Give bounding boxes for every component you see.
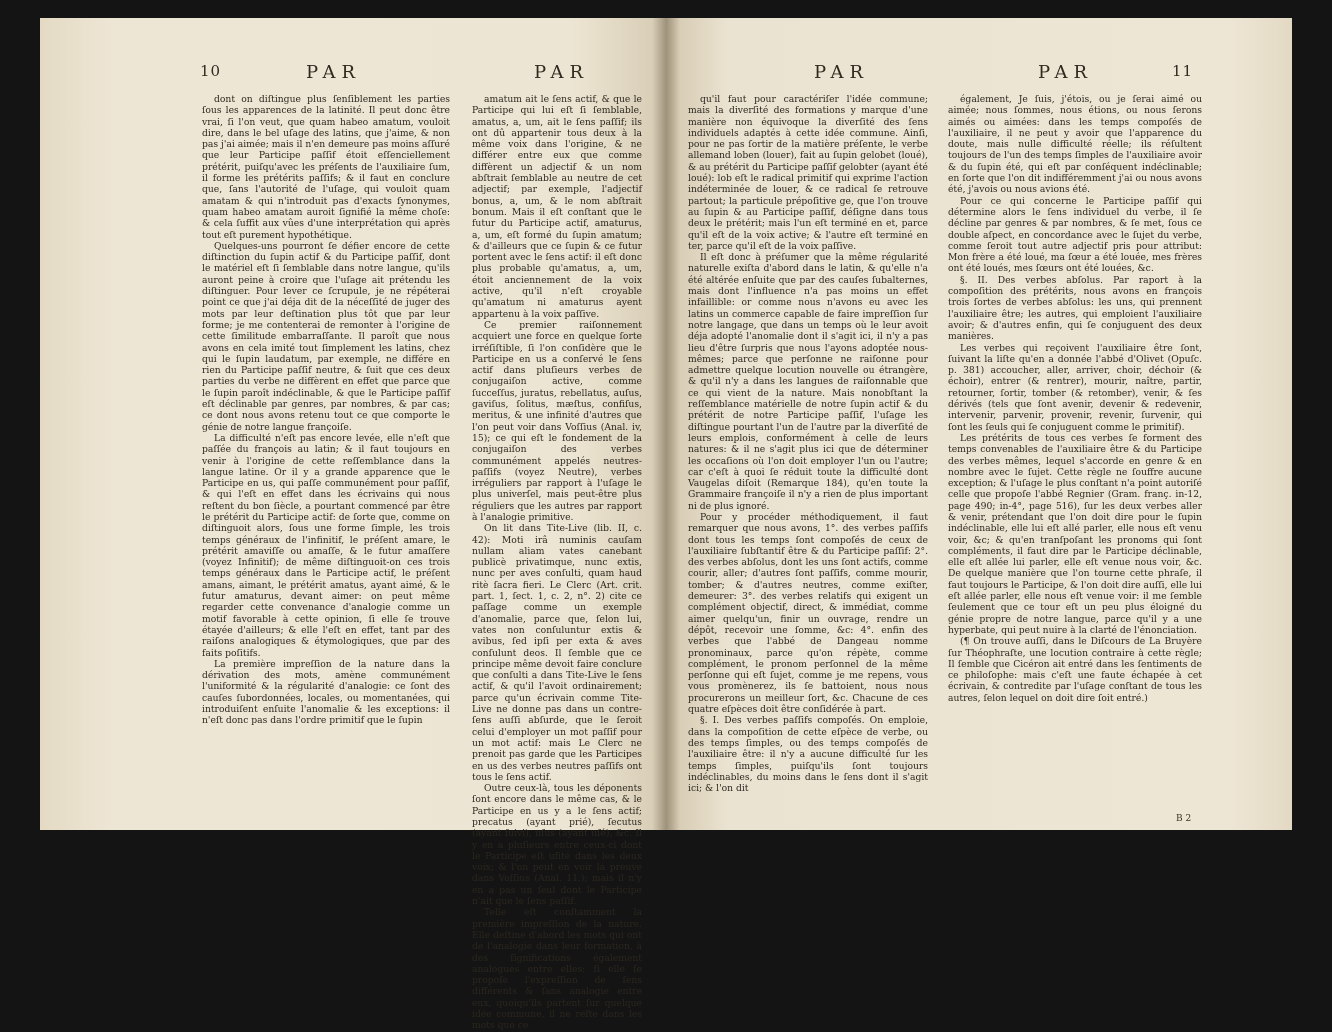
- left-page: [40, 18, 666, 1032]
- paragraph: §. II. Des verbes abſolus. Par raport à la compoſition des prétérits, nous avons en françois trois ſortes de verbes abſolus: les uns, qui prennent l'auxiliaire être; les autres, qui emploient l'auxiliaire avoir; & d'autres enfin, qui ſe conjuguent des deux manières.: [948, 274, 1202, 343]
- paragraph: amatum ait le ſens actif, & que le Participe qui lui eſt ſi ſemblable, amatus, a, um, ait le ſens paſſif; ils ont dû appartenir tous deux à la même voix dans l'origine, & ne différer entre eux que comme diffèrent un adjectif & un nom abſtrait ſemblable au neutre de cet adjectif; par exemple, l'adjectif bonus, a, um, & le nom abſtrait bonum. Mais il eſt conſtant que le futur du Participe actif, amaturus, a, um, eſt formé du ſupin amatum; & d'ailleurs que ce ſupin & ce futur portent avec le ſens actif: il eſt donc plus probable qu'amatus, a, um, étoit anciennement de la voix active, qu'il n'eſt croyable qu'amatum ni amaturus ayent appartenu à la voix paſſive.: [472, 94, 642, 320]
- paragraph: Les verbes qui reçoivent l'auxiliaire être ſont, ſuivant la liſte qu'en a donnée l'abbé d'Olivet (Opuſc. p. 381) accoucher, aller, arriver, choir, déchoir (& échoir), entrer (& rentrer), mourir, naître, partir, retourner, ſortir, tomber (& retomber), venir, & ſes dérivés (tels que ſont avenir, devenir & redevenir, intervenir, parvenir, provenir, revenir, ſurvenir, qui ſont les ſeuls qui ſe conjuguent comme le primitif).: [948, 342, 1202, 433]
- right-head-word-1: PAR: [814, 62, 870, 83]
- left-running-head: [40, 62, 666, 84]
- paragraph: Quelques-uns pourront ſe défier encore de cette diſtinction du ſupin actif & du Participe paſſif, dont le matériel eſt ſi ſemblable dans notre langue, qu'ils auront peine à croire que l'uſage ait prétendu les diſtinguer. Pour lever ce ſcrupule, je ne répéterai point ce que j'ai déja dit de la néceſſité de juger des mots par leur deſtination plus tôt que par leur forme; je me contenterai de remonter à l'origine de cette ſimilitude embarraſſante. Il paroît que nous avons en cela imité tout ſimplement les latins, chez qui le ſupin laudatum, par exemple, ne différe en rien du Participe paſſif neutre, & ſuit que ces deux parties du verbe ne diffèrent en effet que parce que le ſupin paroît indéclinable, & que le Participe paſſif eſt déclinable par genres, par nombres, & par cas; ce dont nous avons retenu tout ce que comporte le génie de notre langue françoiſe.: [202, 240, 450, 433]
- paragraph: Pour ce qui concerne le Participe paſſif qui détermine alors le ſens individuel du verbe, il ſe décline par genres & par nombres, & ſe met, ſous ce double aſpect, en concordance avec le ſujet du verbe, comme ſeroit tout autre adjectif pris pour attribut: Mon frère a été loué, ma ſœur a été louée, mes frères ont été loués, mes ſœurs ont été louées, &c.: [948, 195, 1202, 275]
- right-head-word-2: PAR: [1038, 62, 1094, 83]
- book-spread: [40, 18, 1292, 1032]
- left-head-word-2: PAR: [534, 62, 590, 83]
- left-column-1: [202, 94, 450, 814]
- paragraph: Pour y procéder méthodiquement, il faut remarquer que nous avons, 1°. des verbes paſſifs dont tous les temps ſont compoſés de ceux de l'auxiliaire ſubſtantif être & du Participe paſſif: 2°. des verbes abſolus, dont les uns ſont actifs, comme courir, aller; d'autres ſont paſſifs, comme mourir, tomber; & d'autres neutres, comme exiſter, demeurer: 3°. des verbes relatifs qui exigent un complément objectif, direct, & immédiat, comme aimer quelqu'un, finir un ouvrage, rendre un dépôt, recevoir une ſomme, &c: 4°. enfin des verbes que l'abbé de Dangeau nomme pronominaux, parce qu'on répète, comme complément, le pronom perſonnel de la même perſonne qui eſt ſujet, comme je me repens, vous vous promènerez, ils ſe battoient, nous nous procurerons un meilleur ſort, &c. Chacune de ces quatre eſpèces doit être conſidérée à part.: [688, 511, 928, 716]
- paragraph: §. I. Des verbes paſſifs compoſés. On emploie, dans la compoſition de cette eſpèce de verbe, ou des temps ſimples, ou des temps compoſés de l'auxiliaire être: il n'y a aucune difficulté ſur les temps ſimples, puiſqu'ils ſont toujours indéclinables, du moins dans le ſens dont il s'agit ici; & l'on dit: [688, 715, 928, 795]
- left-page-number: 10: [200, 62, 222, 80]
- left-head-word-1: PAR: [306, 62, 362, 83]
- paragraph: également, Je ſuis, j'étois, ou je ſerai aimé ou aimée; nous ſommes, nous étions, ou nous ſerons aimés ou aimées: dans les temps compoſés de l'auxiliaire, il ne peut y avoir que l'apparence du doute, mais nulle difficulté réelle; ils réſultent toujours de l'un des temps ſimples de l'auxiliaire avoir & du ſupin été, qui eſt par conſéquent indéclinable; en ſorte que l'on dit indifféremment j'ai ou nous avons été, j'avois ou nous avions été.: [948, 94, 1202, 196]
- paragraph: La première impreſſion de la nature dans la dérivation des mots, amène communément l'uniformité & la régularité d'analogie: ce ſont des cauſes ſubordonnées, locales, ou momentanées, qui introduiſent enſuite l'anomalie & les exceptions: il n'eſt donc pas dans l'ordre primitif que le ſupin: [202, 658, 450, 727]
- right-page-number: 11: [1172, 62, 1194, 80]
- paragraph: Les prétérits de tous ces verbes ſe forment des temps convenables de l'auxiliaire être & du Participe des verbes mêmes, lequel s'accorde en genre & en nombre avec le ſujet. Cette règle ne ſouffre aucune exception; & l'uſage le plus conſtant n'a point autoriſé celle que propoſe l'abbé Regnier (Gram. franç. in-12, page 490; in-4°, page 516), ſur les deux verbes aller & venir, prétendant que l'on doit dire pour le ſupin indéclinable, elle lui eſt allé parler, elle nous eſt venu voir, &c; & qu'en tranſpoſant les pronoms qui ſont compléments, il faut dire par le Participe déclinable, elle eſt allée lui parler, elle eſt venue nous voir, &c. De quelque manière que l'on tourne cette phraſe, il faut toujours le Participe, & l'on doit dire auſſi, elle lui eſt allée parler, elle nous eſt venue voir: il me ſemble ſeulement que ce tour eſt un peu plus éloigné du génie propre de notre langue, parce qu'il y a une hyperbate, qui peut nuire à la clarté de l'énonciation.: [948, 432, 1202, 636]
- paragraph: (¶ On trouve auſſi, dans le Diſcours de La Bruyère ſur Théophraſte, une locution contraire à cette règle; Il ſemble que Cicéron ait entré dans les ſentiments de ce philoſophe: mais c'eſt une faute échapée à cet écrivain, & contredite par l'uſage conſtant de tous les autres, ſelon lequel on doit dire ſoit entré.): [948, 636, 1202, 704]
- signature-mark: B 2: [1176, 814, 1192, 824]
- paragraph: qu'il faut pour caractériſer l'idée commune; mais la diverſité des formations y marque d'une manière non équivoque la diverſité des ſens individuels adaptés à cette idée commune. Ainſi, pour ne pas ſortir de la matière préſente, le verbe allemand loben (louer), fait au ſupin gelobet (loué), & au prétérit du Participe paſſif gelobter (ayant été loué): lob eſt le radical primitif qui exprime l'action indéterminée de louer, & ce radical ſe retrouve partout; la particule prépoſitive ge, que l'on trouve au ſupin & au Participe paſſif, déſigne dans tous deux le prétérit; mais l'un eſt terminé en et, parce qu'il eſt de la voix active; & l'autre eſt terminé en ter, parce qu'il eſt de la voix paſſive.: [688, 94, 928, 252]
- paragraph: Telle eſt conſtamment la première impreſſion de la nature. Elle deſtine d'abord les mots qui ont de l'analogie dans leur formation, à des ſignifications également analogues entre elles: ſi elle ſe propoſe l'expreſſion de ſens différents & ſans analogie entre eux, quoiqu'ils partent ſur quelque idée commune, il ne reſte dans les mots que ce: [472, 907, 642, 1032]
- right-page: [666, 18, 1292, 830]
- paragraph: Il eſt donc à préſumer que la même régularité naturelle exiſta d'abord dans le latin, & qu'elle n'a été altérée enſuite que par des cauſes ſubalternes, mais dont l'influence n'a pas moins un effet infaillible: or comme nous n'avons eu avec les latins un commerce capable de faire impreſſion ſur notre langage, que dans un temps où le leur avoit déja adopté l'anomalie dont il s'agit ici, il n'y a pas lieu d'être ſurpris que nous l'ayons adoptée nous-mêmes; parce que perſonne ne raiſonne pour admettre quelque locution nouvelle ou étrangère, & qu'il n'y a dans les langues de raiſonnable que ce qui vient de la nature. Mais nonobſtant la reſſemblance matérielle de notre ſupin actif & du prétérit de notre Participe paſſif, l'uſage les diſtingue pourtant l'un de l'autre par la diverſité de leurs emplois, conformément à celle de leurs natures: & il ne s'agit plus ici que de déterminer les occaſions où l'on doit employer l'un ou l'autre; car c'eſt à quoi ſe réduit toute la difficulté dont Vaugelas diſoit (Remarque 184), qu'en toute la Grammaire françoiſe il n'y a rien de plus important ni de plus ignoré.: [688, 252, 928, 512]
- paragraph: Outre ceux-là, tous les déponents ſont encore dans le même cas, & le Participe en us y a le ſens actif; precatus (ayant prié), ſecutus (ayant ſuivi), uſus (ayant uſé), &c. Il y en a pluſieurs entre ceux-ci dont le Participe eſt uſité dans les deux voix; & l'on peut en voir la preuve dans Voſſius (Anal. 11.); mais il n'y en a pas un ſeul dont le Participe n'ait que le ſens paſſif.: [472, 783, 642, 908]
- paragraph: dont on diſtingue plus ſenſiblement les parties ſous les apparences de la latinité. Il peut donc être vrai, ſi l'on veut, que quam habeo amatum, vouloit dire, dans le bel uſage des latins, que j'aime, & non pas j'ai aimée; mais il n'en demeure pas moins aſſuré que leur Participe paſſif étoit eſſenciellement prétérit, puiſqu'avec les préſents de l'auxiliaire ſum, il forme les prétérits paſſifs; & il faut en conclure que, ſans l'autorité de l'uſage, qui vouloit quam amatam & qui n'introduit pas d'exacts ſynonymes, quam habeo amatam auroit ſignifié la même choſe: & cela ſuffit aux vûes d'une interprétation qui après tout eſt purement hypothétique.: [202, 94, 450, 241]
- paragraph: La difficulté n'eſt pas encore levée, elle n'eſt que paſſée du françois au latin; & il faut toujours en venir à l'origine de cette reſſemblance dans la langue latine. Or il y a grande apparence que le Participe en us, qui paſſe communément pour paſſif, & qui l'eſt en effet dans les écrivains qui nous reſtent du bon ſiècle, a pourtant commencé par être le prétérit du Participe actif: de ſorte que, comme on diſtinguoit alors, ſous une forme ſimple, les trois temps généraux de l'infinitif, le préſent amare, le prétérit amaviſſe ou amaſſe, & le futur amaſſere (voyez Infinitif); de même diſtinguoit-on ces trois temps généraux dans le Participe actif, le préſent amans, aimant, le prétérit amatus, ayant aimé, & le futur amaturus, devant aimer: on peut même regarder cette convenance d'analogie comme un motif favorable à cette opinion, ſi elle ſe trouve étayée d'ailleurs; & elle l'eſt en effet, tant par des raiſons analogiques & étymologiques, que par des faits poſitifs.: [202, 432, 450, 659]
- paragraph: Ce premier raiſonnement acquiert une force en quelque ſorte irréſiſtible, ſi l'on conſidère que le Participe en us a conſervé le ſens actif dans pluſieurs verbes de conjugaiſon active, comme ſucceſſus, juratus, rebellatus, auſus, gaviſus, ſolitus, mæſtus, confiſus, meritus, & une infinité d'autres que l'on peut voir dans Voſſius (Anal. iv, 15); ce qui eſt le fondement de la conjugaiſon des verbes communément appelés neutres-paſſifs (voyez Neutre), verbes irréguliers par rapport à l'uſage le plus univerſel, mais peut-être plus réguliers que les autres par rapport à l'analogie primitive.: [472, 319, 642, 523]
- right-running-head: [666, 62, 1292, 84]
- paragraph: On lit dans Tite-Live (lib. II, c. 42): Moti irâ numinis cauſam nullam aliam vates canebant publicè privatimque, nunc extis, nunc per aves conſulti, quam haud ritè ſacra fieri. Le Clerc (Art. crit. part. 1, ſect. 1, c. 2, n°. 2) cite ce paſſage comme un exemple d'anomalie, parce que, ſelon lui, vates non conſuluntur extis & avibus, ſed ipſi per exta & aves conſulunt deos. Il ſemble que ce principe même devoit faire conclure que conſulti a dans Tite-Live le ſens actif, & qu'il l'avoit ordinairement; parce qu'un écrivain comme Tite-Live ne donne pas dans un contre-ſens auſſi abſurde, que le ſeroit celui d'employer un mot paſſif pour un mot actif: mais Le Clerc ne prenoit pas garde que les Participes en us des verbes neutres paſſifs ont tous le ſens actif.: [472, 523, 642, 783]
- left-column-2: [472, 94, 642, 1032]
- right-column-2: [948, 94, 1202, 814]
- right-column-1: [688, 94, 928, 814]
